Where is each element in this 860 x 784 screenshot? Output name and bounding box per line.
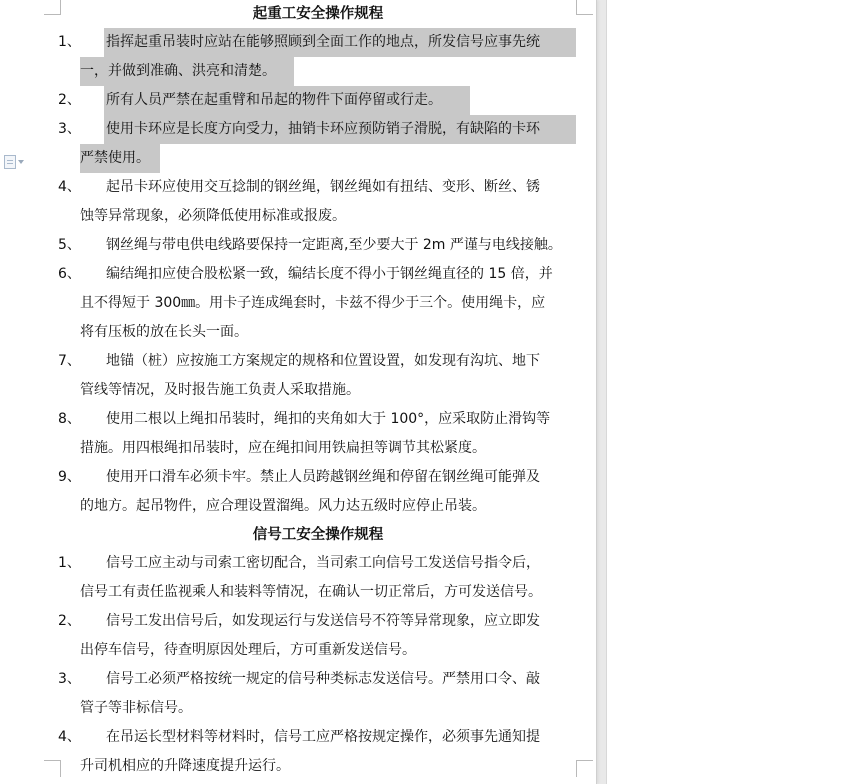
list-item-line	[58, 723, 578, 752]
list-item-text: 管线等情况，及时报告施工负责人采取措施。	[80, 382, 360, 398]
corner-mark	[576, 760, 593, 777]
list-item-text: 措施。用四根绳扣吊装时，应在绳扣间用铁扁担等调节其松紧度。	[80, 440, 486, 456]
list-item-number: 9、	[58, 469, 81, 485]
list-item	[58, 607, 578, 665]
list-item-number: 2、	[58, 92, 81, 108]
corner-mark	[576, 0, 593, 15]
list-item-text: 信号工应主动与司索工密切配合，当司索工向信号工发送信号指令后，	[106, 555, 540, 571]
list-item-text: 升司机相应的升降速度提升运行。	[80, 758, 290, 774]
list-item	[58, 28, 578, 86]
list-item	[58, 665, 578, 723]
list-item-number: 4、	[58, 729, 81, 745]
list-item-number: 8、	[58, 411, 81, 427]
list-item	[58, 115, 578, 173]
list-item-number: 1、	[58, 34, 81, 50]
list-item-line	[58, 57, 578, 86]
list-item-number: 5、	[58, 237, 81, 253]
list-item-text: 编结绳扣应使合股松紧一致，编结长度不得小于钢丝绳直径的 15 倍，并	[106, 266, 553, 282]
list-item-line	[58, 434, 578, 463]
list-item-line	[58, 347, 578, 376]
list-item-number: 4、	[58, 179, 81, 195]
list-item-text: 钢丝绳与带电供电线路要保持一定距离,至少要大于 2m 严谨与电线接触。	[106, 237, 562, 253]
list-item-line	[58, 752, 578, 781]
list-item-line	[58, 694, 578, 723]
list-item-line	[58, 173, 578, 202]
list-item-line	[58, 144, 578, 173]
paragraph-menu-button[interactable]	[4, 154, 32, 170]
list-item	[58, 723, 578, 781]
list-item-text: 起吊卡环应使用交互捻制的钢丝绳，钢丝绳如有扭结、变形、断丝、锈	[106, 179, 540, 195]
list-item-text: 管子等非标信号。	[80, 700, 192, 716]
list-item-line	[58, 636, 578, 665]
list-item-text: 严禁使用。	[80, 150, 150, 166]
list-item-line	[58, 318, 578, 347]
list-item-line	[58, 405, 578, 434]
list-item-text: 地锚（桩）应按施工方案规定的规格和位置设置，如发现有沟坑、地下	[106, 353, 540, 369]
list-item	[58, 347, 578, 405]
list-item-text: 信号工发出信号后，如发现运行与发送信号不符等异常现象，应立即发	[106, 613, 540, 629]
list-item-text: 蚀等异常现象，必须降低使用标准或报废。	[80, 208, 346, 224]
list-item-text: 信号工必须严格按统一规定的信号种类标志发送信号。严禁用口令、敲	[106, 671, 540, 687]
list-item-text: 信号工有责任监视乘人和装料等情况，在确认一切正常后，方可发送信号。	[80, 584, 542, 600]
list-item	[58, 405, 578, 463]
list-item-text: 所有人员严禁在起重臂和吊起的物件下面停留或行走。	[106, 92, 442, 108]
list-item-line	[58, 260, 578, 289]
list-item-line	[58, 28, 578, 57]
list-item-text: 使用卡环应是长度方向受力，抽销卡环应预防销子滑脱，有缺陷的卡环	[106, 121, 540, 137]
list-item-number: 1、	[58, 555, 81, 571]
list-item-text: 出停车信号，待查明原因处理后，方可重新发送信号。	[80, 642, 416, 658]
list-item-number: 2、	[58, 613, 81, 629]
list-item-line	[58, 578, 578, 607]
list-item	[58, 86, 578, 115]
list-item-line	[58, 492, 578, 521]
list-item-line	[58, 376, 578, 405]
list-item-line	[58, 86, 578, 115]
chevron-down-icon	[18, 160, 24, 164]
list-item-text: 指挥起重吊装时应站在能够照顾到全面工作的地点，所发信号应事先统	[106, 34, 540, 50]
list-item-text: 且不得短于 300㎜。用卡子连成绳套时，卡兹不得少于三个。使用绳卡，应	[80, 295, 546, 311]
list-item-text: 在吊运长型材料等材料时，信号工应严格按规定操作，必须事先通知提	[106, 729, 540, 745]
section-title-signal: 信号工安全操作规程	[252, 527, 384, 543]
list-item-number: 6、	[58, 266, 81, 282]
list-item-text: 使用二根以上绳扣吊装时，绳扣的夹角如大于 100°，应采取防止滑钩等	[106, 411, 551, 427]
list-item-number: 3、	[58, 121, 81, 137]
list-item-number: 3、	[58, 671, 81, 687]
document-icon	[4, 155, 16, 169]
list-item-line	[58, 549, 578, 578]
section-title-lifting: 起重工安全操作规程	[252, 6, 384, 22]
list-item-line	[58, 289, 578, 318]
list-item-line	[58, 115, 578, 144]
list-item-line	[58, 463, 578, 492]
list-item-line	[58, 202, 578, 231]
list-item-line	[58, 665, 578, 694]
list-item-text: 的地方。起吊物件，应合理设置溜绳。风力达五级时应停止吊装。	[80, 498, 486, 514]
list-item	[58, 463, 578, 521]
list-item-line	[58, 231, 578, 260]
list-item	[58, 173, 578, 231]
list-item	[58, 231, 578, 260]
list-item	[58, 260, 578, 347]
list-item-number: 7、	[58, 353, 81, 369]
list-item	[58, 549, 578, 607]
list-item-line	[58, 607, 578, 636]
list-item-text: 使用开口滑车必须卡牢。禁止人员跨越钢丝绳和停留在钢丝绳可能弹及	[106, 469, 540, 485]
list-item-text: 将有压板的放在长头一面。	[80, 324, 248, 340]
list-item-text: 一，并做到准确、洪亮和清楚。	[80, 63, 276, 79]
side-panel	[606, 0, 860, 784]
